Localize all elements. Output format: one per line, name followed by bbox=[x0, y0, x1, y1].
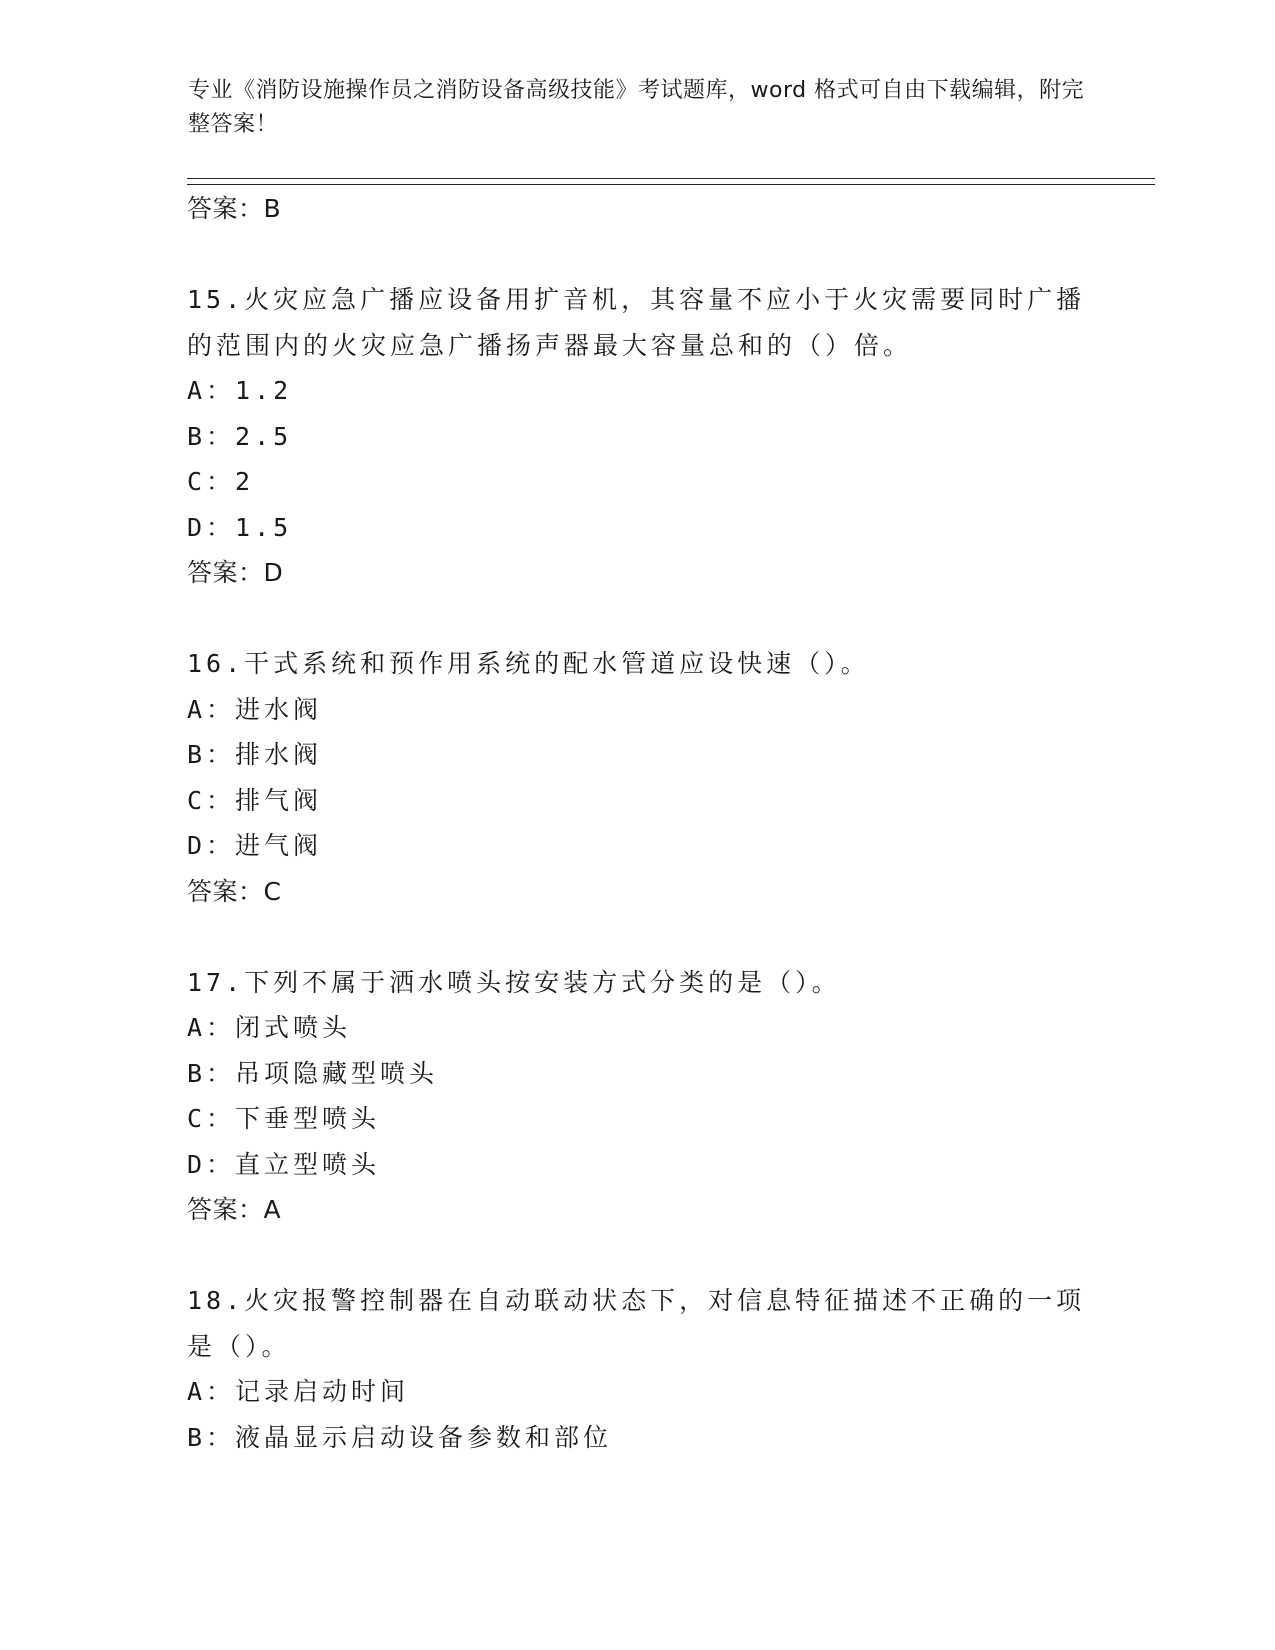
answer-line: 答案：D bbox=[187, 558, 284, 587]
header-rule-top bbox=[187, 178, 1155, 179]
question-line: 18.火灾报警控制器在自动联动状态下，对信息特征描述不正确的一项 bbox=[187, 1286, 1086, 1315]
question-line: A：进水阀 bbox=[187, 694, 323, 724]
header-rule-bottom bbox=[187, 184, 1155, 185]
question-line: B：液晶显示启动设备参数和部位 bbox=[187, 1422, 613, 1452]
answer-line: 答案：C bbox=[187, 876, 282, 906]
block-spacer bbox=[187, 1233, 1087, 1279]
answer-line: 答案：B bbox=[187, 194, 282, 223]
question-line: C：下垂型喷头 bbox=[187, 1104, 381, 1133]
question-line: B：排水阀 bbox=[187, 740, 323, 769]
block-spacer bbox=[187, 914, 1087, 960]
question-line: C：2 bbox=[187, 467, 255, 496]
block-spacer bbox=[187, 596, 1087, 642]
question-line: 17.下列不属于洒水喷头按安装方式分类的是（）。 bbox=[187, 967, 841, 997]
question-line: C：排气阀 bbox=[187, 785, 323, 815]
question-line: D：进气阀 bbox=[187, 831, 323, 860]
question-line: 是（）。 bbox=[187, 1331, 291, 1361]
question-line: B：2.5 bbox=[187, 421, 293, 451]
answer-line: 答案：A bbox=[187, 1195, 282, 1224]
question-line: A：1.2 bbox=[187, 376, 293, 405]
document-header: 专业《消防设施操作员之消防设备高级技能》考试题库，word 格式可自由下载编辑，附完整答案！ bbox=[188, 78, 1085, 137]
question-line: A：记录启动时间 bbox=[187, 1377, 410, 1406]
question-line: A：闭式喷头 bbox=[187, 1013, 352, 1042]
question-line: 16.干式系统和预作用系统的配水管道应设快速（）。 bbox=[187, 649, 870, 678]
question-line: 的范围内的火灾应急广播扬声器最大容量总和的（）倍。 bbox=[187, 330, 913, 360]
question-line: 15.火灾应急广播应设备用扩音机，其容量不应小于火灾需要同时广播 bbox=[187, 285, 1086, 314]
question-line: B：吊项隐藏型喷头 bbox=[187, 1058, 439, 1088]
question-line: D：1.5 bbox=[187, 512, 293, 542]
block-spacer bbox=[187, 232, 1087, 278]
question-content bbox=[187, 186, 1087, 1460]
question-line: D：直立型喷头 bbox=[187, 1149, 381, 1179]
